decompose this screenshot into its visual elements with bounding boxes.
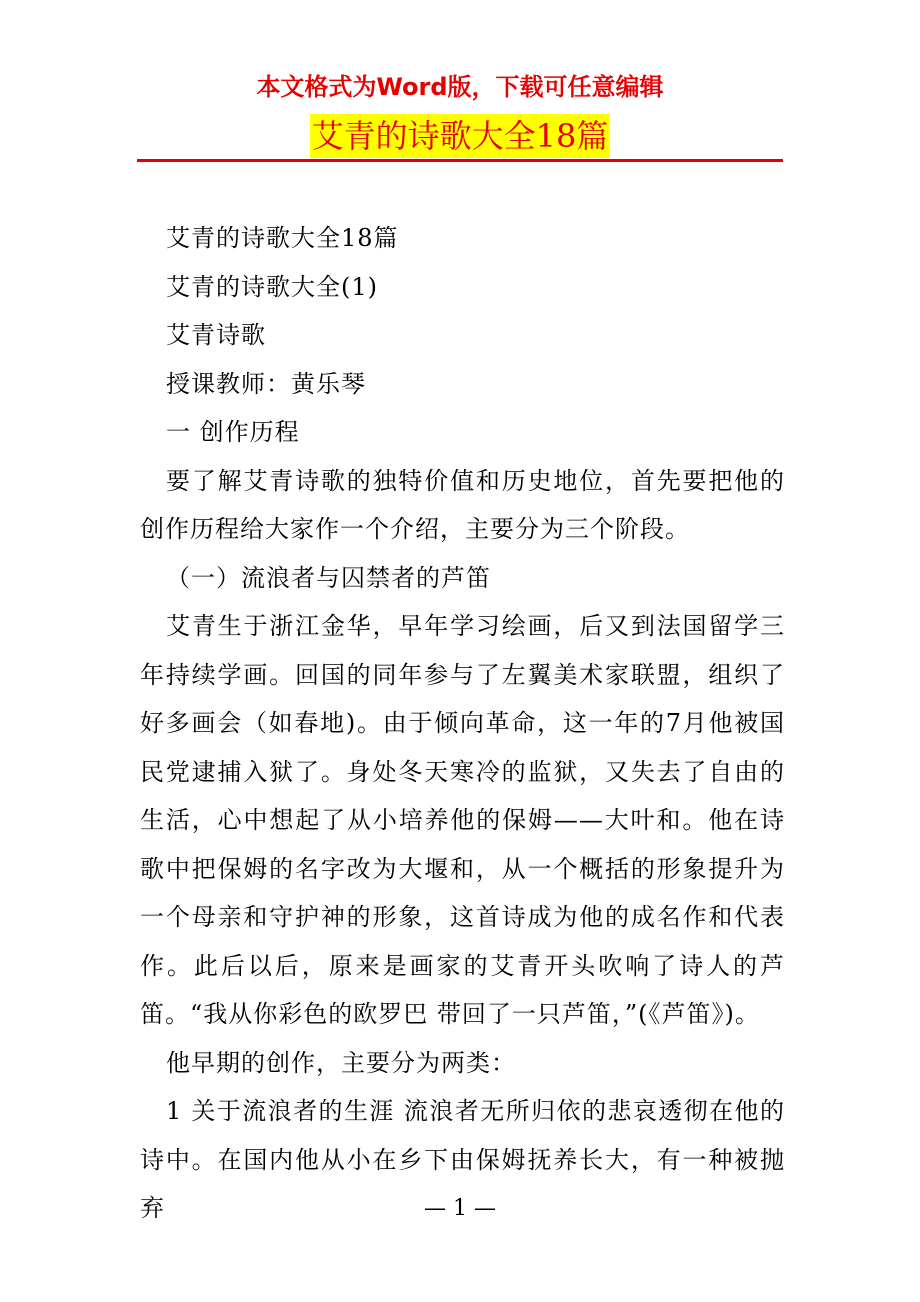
body-paragraph: 要了解艾青诗歌的独特价值和历史地位，首先要把他的创作历程给大家作一个介绍，主要分为三个阶段。 (140, 466, 785, 543)
body-paragraph: 艾青生于浙江金华，早年学习绘画，后又到法国留学三年持续学画。回国的同年参与了左翼美术家联盟，组织了好多画会（如春地)。由于倾向革命，这一年的7月他被国民党逮捕入狱了。身处冬天寒冷的监狱，又失去了自由的生活，心中想起了从小培养他的保姆——大叶和。他在诗歌中把保姆的名字改为大堰和，从一个概括的形象提升为一个母亲和守护神的形象，这首诗成为他的成名作和代表作。此后以后，原来是画家的艾青开头吹响了诗人的芦笛。“我从你彩色的欧罗巴 带回了一只芦笛，”(《芦笛》)。 (140, 612, 785, 1028)
title-container (0, 114, 920, 158)
section-heading: 一 创作历程 (166, 418, 300, 446)
page-number: — 1 — (424, 1196, 496, 1221)
body-line-subtitle: 艾青的诗歌大全(1) (166, 272, 378, 301)
subsection-heading: （一）流浪者与囚禁者的芦笛 (166, 563, 491, 592)
body-paragraph: 1 关于流浪者的生涯 流浪者无所归依的悲哀透彻在他的诗中。在国内他从小在乡下由保姆抚养长大，有一种被抛弃 (140, 1097, 785, 1222)
document-title: 艾青的诗歌大全18篇 (310, 114, 611, 158)
title-divider (137, 159, 783, 162)
format-notice: 本文格式为Word版，下载可任意编辑 (256, 73, 664, 101)
document-body (140, 214, 785, 1233)
body-paragraph: 他早期的创作，主要分为两类： (166, 1048, 516, 1077)
body-line-topic: 艾青诗歌 (166, 321, 266, 349)
body-line-teacher: 授课教师：黄乐琴 (166, 369, 366, 398)
body-line-title: 艾青的诗歌大全18篇 (166, 224, 399, 252)
